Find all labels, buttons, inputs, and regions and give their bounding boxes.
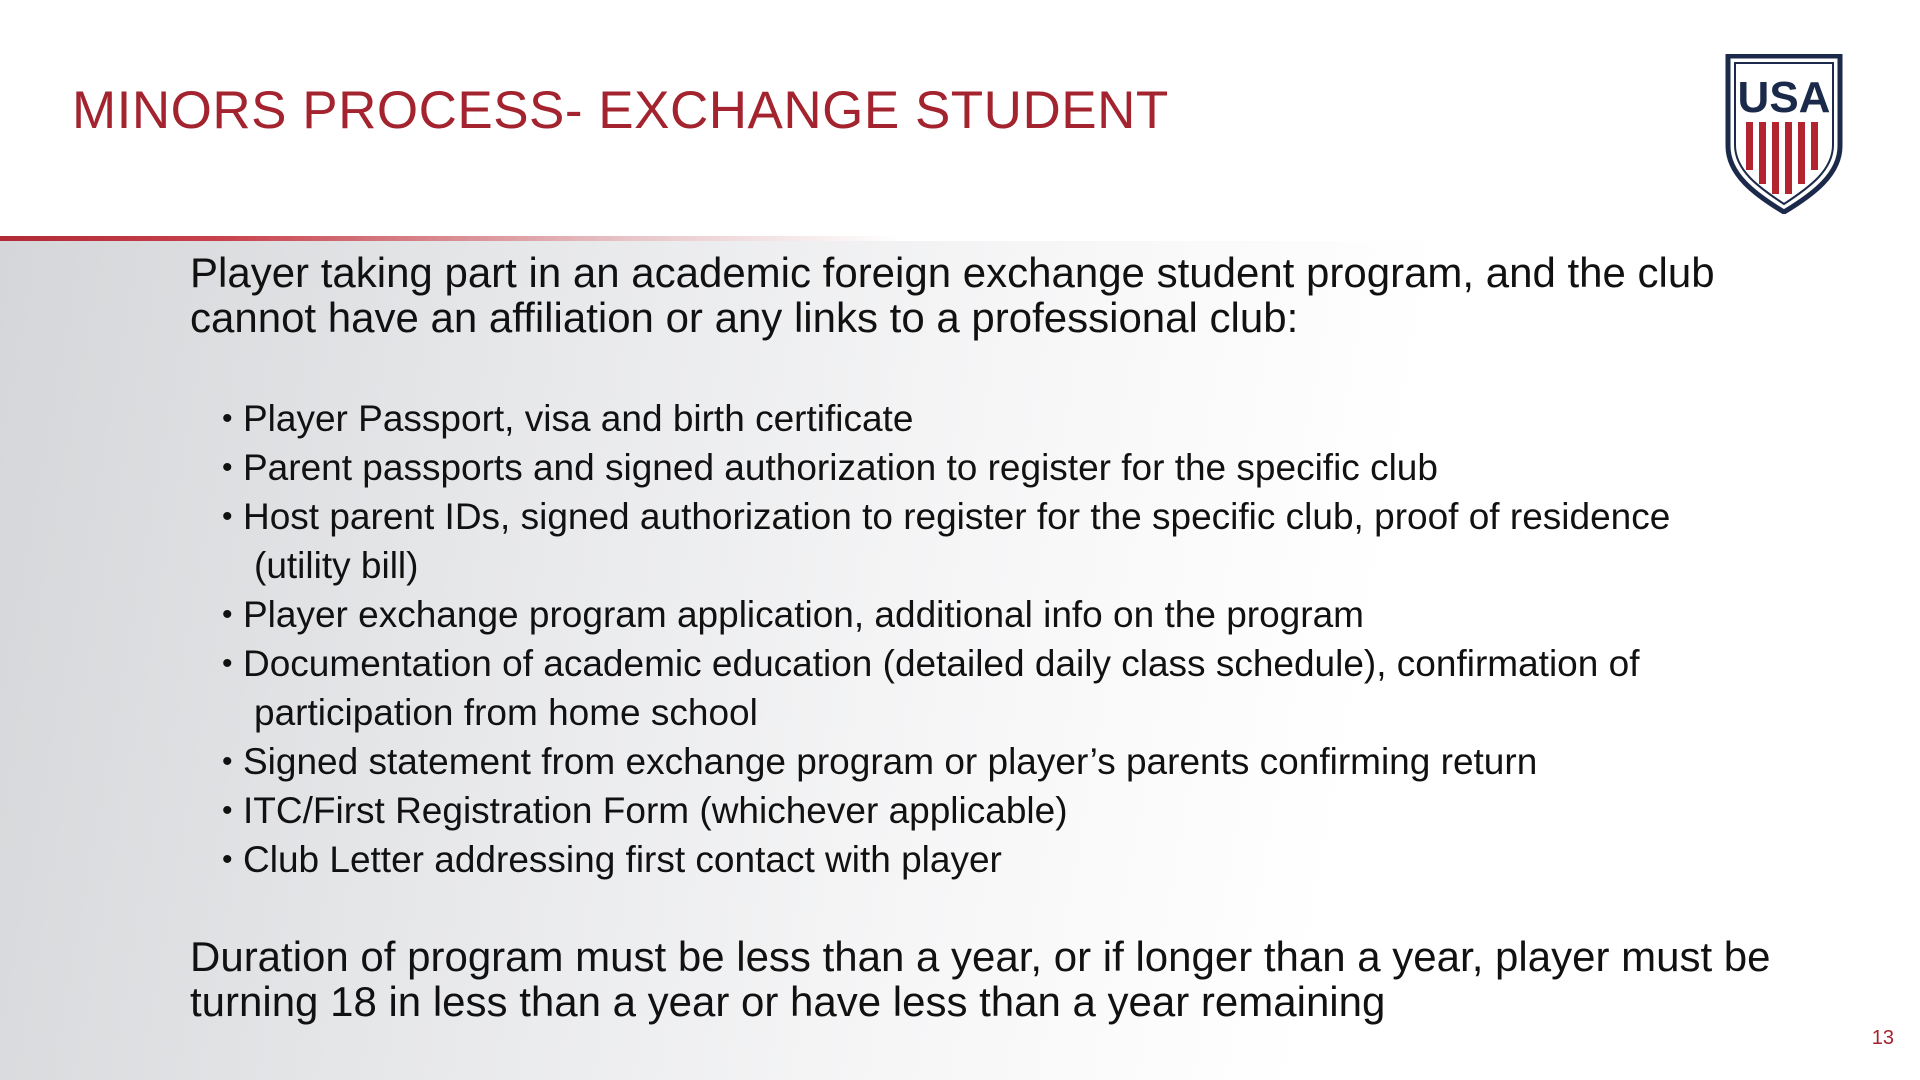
list-item-text: Parent passports and signed authorization to register for the specific club (243, 447, 1438, 488)
list-item (190, 835, 1754, 884)
list-item (190, 394, 1754, 443)
bullet-icon: • (222, 647, 233, 680)
list-item (190, 737, 1754, 786)
bullet-icon: • (222, 794, 233, 827)
bullet-icon: • (222, 451, 233, 484)
list-item (190, 443, 1754, 492)
list-item (190, 786, 1754, 835)
usa-crest-logo (1722, 54, 1846, 214)
bullet-icon: • (222, 745, 233, 778)
list-item (190, 590, 1754, 639)
intro-paragraph: Player taking part in an academic foreign exchange student program, and the club cannot have an affiliation or any links to a professional club: (190, 249, 1715, 341)
list-item-text: Player Passport, visa and birth certificate (243, 398, 914, 439)
list-item (190, 492, 1754, 590)
bullet-icon: • (222, 843, 233, 876)
bullet-icon: • (222, 402, 233, 435)
closing-paragraph: Duration of program must be less than a year, or if longer than a year, player must be turning 18 in less than a year or have less than a year remaining (190, 933, 1771, 1025)
logo-text: USA (1737, 73, 1831, 122)
list-item-text: Host parent IDs, signed authorization to register for the specific club, proof of residence (utility bill) (243, 496, 1671, 586)
list-item-text: Club Letter addressing first contact with player (243, 839, 1002, 880)
list-item (190, 639, 1754, 737)
bullet-icon: • (222, 598, 233, 631)
bullet-icon: • (222, 500, 233, 533)
list-item-text: Player exchange program application, additional info on the program (243, 594, 1364, 635)
slide-title: MINORS PROCESS- EXCHANGE STUDENT (72, 81, 1169, 140)
list-item-text: Signed statement from exchange program or player’s parents confirming return (243, 741, 1538, 782)
list-item-text: Documentation of academic education (detailed daily class schedule), confirmation of participation from home school (243, 643, 1640, 733)
title-area (0, 0, 1920, 238)
page-number: 13 (1871, 1027, 1894, 1049)
content-body (190, 250, 1790, 1024)
list-item-text: ITC/First Registration Form (whichever applicable) (243, 790, 1068, 831)
requirements-list (190, 394, 1790, 884)
